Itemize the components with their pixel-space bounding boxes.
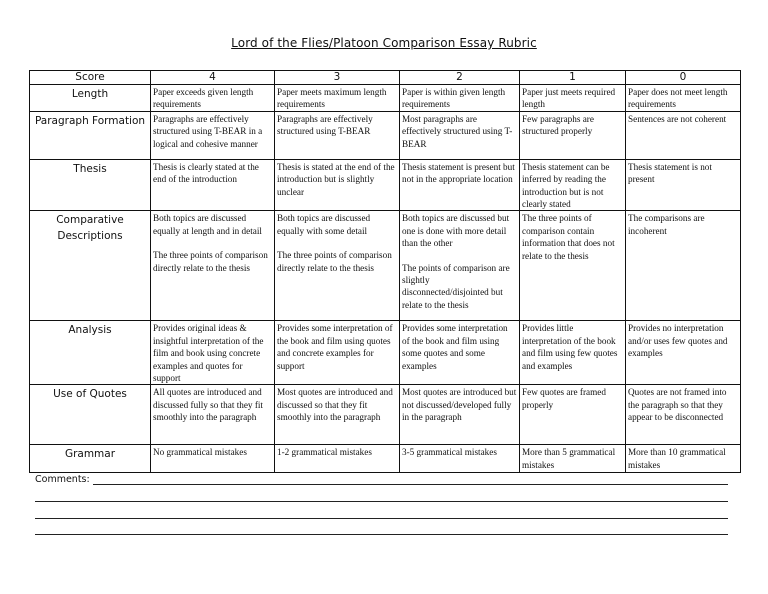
rubric-cell (400, 385, 520, 445)
comment-line[interactable] (35, 534, 728, 535)
rubric-row (30, 211, 741, 321)
cell-text: 1-2 grammatical mistakes (277, 447, 372, 458)
comments-label: Comments: (35, 474, 90, 485)
rubric-cell (520, 211, 626, 321)
criterion-label: Thesis (30, 159, 151, 211)
cell-text: Paper meets maximum length requirements (277, 87, 387, 110)
cell-text: 3-5 grammatical mistakes (402, 447, 497, 458)
cell-text: Both topics are discussed equally at length and in detail (153, 213, 262, 236)
rubric-cell (520, 111, 626, 159)
cell-text: Thesis statement is not present (628, 161, 712, 185)
rubric-cell (151, 111, 275, 159)
cell-text: Few quotes are framed properly (522, 387, 606, 410)
cell-text: Thesis statement can be inferred by reading the introduction but is not clearly stated (522, 161, 610, 210)
criterion-label: Paragraph Formation (30, 111, 151, 159)
cell-text: Provides original ideas & insightful interpretation of the film and book using concrete examples and quotes for support (153, 323, 264, 384)
cell-text: Provides some interpretation of the book and film using quotes and concrete examples for support (277, 323, 393, 371)
rubric-row (30, 159, 741, 211)
cell-text: The comparisons are incoherent (628, 213, 705, 236)
rubric-row (30, 321, 741, 385)
cell-text: Most paragraphs are effectively structured using T-BEAR (402, 113, 513, 149)
rubric-cell (400, 445, 520, 473)
rubric-cell (151, 159, 275, 211)
cell-text: The three points of comparison directly relate to the thesis (153, 250, 268, 273)
cell-text: More than 5 grammatical mistakes (522, 447, 616, 470)
cell-text: No grammatical mistakes (153, 447, 247, 458)
header-row (30, 71, 741, 85)
rubric-cell (151, 211, 275, 321)
rubric-cell (520, 321, 626, 385)
cell-text: Most quotes are introduced but not discussed/developed fully in the paragraph (402, 387, 517, 423)
cell-text: Both topics are discussed equally with some detail (277, 213, 371, 236)
cell-text: Few paragraphs are structured properly (522, 113, 594, 137)
score-0-header: 0 (626, 71, 741, 85)
cell-text: Provides no interpretation and/or uses few quotes and examples (628, 323, 728, 359)
rubric-cell (400, 111, 520, 159)
cell-text: Paper does not meet length requirements (628, 87, 728, 110)
cell-text: Thesis statement is present but not in the appropriate location (402, 161, 515, 185)
criterion-label: Comparative Descriptions (30, 211, 151, 321)
comment-line[interactable] (35, 518, 728, 519)
criterion-label: Grammar (30, 445, 151, 473)
cell-text: The three points of comparison contain information that does not relate to the thesis (522, 213, 615, 261)
rubric-cell (400, 321, 520, 385)
rubric-cell (151, 385, 275, 445)
score-1-header: 1 (520, 71, 626, 85)
cell-text: Provides little interpretation of the book and film using few quotes and examples (522, 323, 618, 371)
comment-line[interactable] (93, 484, 728, 485)
rubric-cell (400, 85, 520, 112)
cell-text: The three points of comparison directly relate to the thesis (277, 250, 392, 273)
criterion-label: Analysis (30, 321, 151, 385)
rubric-row (30, 111, 741, 159)
rubric-cell (626, 211, 741, 321)
rubric-cell (626, 111, 741, 159)
cell-text: Paragraphs are effectively structured using T-BEAR in a logical and cohesive manner (153, 113, 263, 149)
rubric-cell (400, 211, 520, 321)
comment-line[interactable] (35, 501, 728, 502)
rubric-cell (275, 159, 400, 211)
rubric-row (30, 385, 741, 445)
rubric-table (29, 70, 741, 473)
rubric-cell (520, 85, 626, 112)
cell-text: Thesis is clearly stated at the end of the introduction (153, 161, 259, 185)
rubric-cell (275, 111, 400, 159)
rubric-cell (520, 159, 626, 211)
rubric-cell (626, 385, 741, 445)
rubric-cell (520, 385, 626, 445)
cell-text: All quotes are introduced and discussed fully so that they fit smoothly into the paragraph (153, 387, 263, 423)
page-title: Lord of the Flies/Platoon Comparison Essay Rubric (231, 36, 537, 50)
rubric-cell (275, 85, 400, 112)
rubric-cell (275, 321, 400, 385)
cell-text: Most quotes are introduced and discussed so that they fit smoothly into the paragraph (277, 387, 393, 423)
cell-text: Thesis is stated at the end of the introduction but is slightly unclear (277, 161, 395, 197)
cell-text: Paragraphs are effectively structured using T-BEAR (277, 113, 373, 137)
rubric-cell (520, 445, 626, 473)
rubric-cell (275, 385, 400, 445)
cell-text: Quotes are not framed into the paragraph so that they appear to be disconnected (628, 387, 727, 423)
cell-text: Both topics are discussed but one is done with more detail than the other (402, 213, 510, 249)
rubric-cell (626, 321, 741, 385)
score-2-header: 2 (400, 71, 520, 85)
cell-text: More than 10 grammatical mistakes (628, 447, 726, 470)
rubric-cell (626, 445, 741, 473)
score-3-header: 3 (275, 71, 400, 85)
cell-text: Paper just meets required length (522, 87, 616, 110)
cell-text: Paper exceeds given length requirements (153, 87, 254, 110)
cell-text: Sentences are not coherent (628, 113, 727, 124)
rubric-cell (151, 321, 275, 385)
rubric-cell (400, 159, 520, 211)
rubric-cell (275, 211, 400, 321)
rubric-row (30, 445, 741, 473)
score-4-header: 4 (151, 71, 275, 85)
cell-text: The points of comparison are slightly disconnected/disjointed but relate to the thesis (402, 262, 510, 310)
cell-text: Paper is within given length requirements (402, 87, 506, 110)
rubric-cell (626, 159, 741, 211)
rubric-row (30, 85, 741, 112)
rubric-cell (151, 445, 275, 473)
rubric-cell (275, 445, 400, 473)
criterion-label: Use of Quotes (30, 385, 151, 445)
rubric-cell (151, 85, 275, 112)
rubric-cell (626, 85, 741, 112)
cell-text: Provides some interpretation of the book and film using some quotes and some examples (402, 323, 508, 371)
criterion-label: Length (30, 85, 151, 112)
score-header: Score (30, 71, 151, 85)
